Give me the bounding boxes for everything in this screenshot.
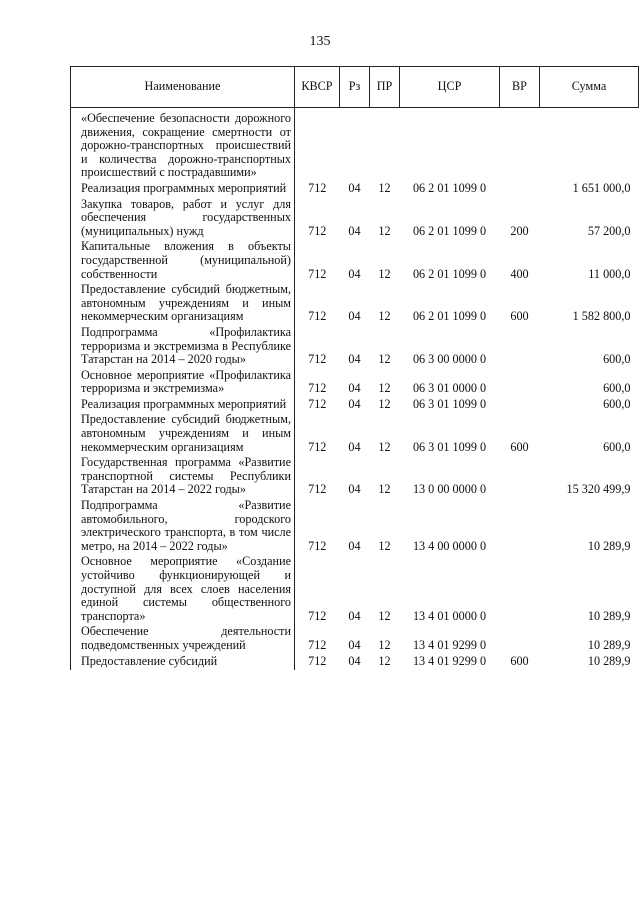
row-pr: 12 [378,352,391,367]
header-rz: Рз [340,67,370,108]
row-kvsr: 712 [308,653,327,668]
table-header [71,67,639,108]
row-name: Предоставление субсидий бюджетным, автономным учреждениям и иным некоммерческим организациям [71,413,295,456]
row-pr: 12 [378,309,391,324]
row-name: Подпрограмма «Профилактика терроризма и экстремизма в Республике Татарстан на 2014 – 2020 годы» [71,326,295,369]
row-sum: 1 651 000,0 [572,180,631,195]
table-row [71,625,639,654]
row-vr [500,108,540,182]
row-pr: 12 [378,223,391,238]
row-kvsr: 712 [308,608,327,623]
header-sum: Сумма [540,67,639,108]
header-vr: ВР [500,67,540,108]
row-csr: 13 4 01 0000 0 [412,608,487,623]
row-sum: 57 200,0 [587,223,631,238]
row-sum: 600,0 [603,439,631,454]
row-csr: 06 3 00 0000 0 [412,352,487,367]
row-vr: 400 [510,266,529,281]
row-csr: 06 3 01 0000 0 [412,381,487,396]
row-kvsr: 712 [308,381,327,396]
row-rz: 04 [348,381,361,396]
table-row [71,283,639,326]
row-name: Реализация программных мероприятий [71,398,295,414]
row-sum: 15 320 499,9 [566,482,631,497]
row-name: Основное мероприятие «Создание устойчиво функционирующей и доступной для всех слоев населения единой системы общественного транспорта» [71,555,295,625]
row-vr: 600 [510,309,529,324]
row-name: Предоставление субсидий [71,655,295,671]
row-vr [500,456,540,499]
row-rz: 04 [348,608,361,623]
table-body [71,108,639,671]
row-csr: 06 2 01 1099 0 [412,309,487,324]
row-csr: 13 4 00 0000 0 [412,538,487,553]
table-row [71,182,639,198]
header-name: Наименование [71,67,295,108]
row-csr: 06 3 01 1099 0 [412,439,487,454]
row-vr [500,398,540,414]
row-vr [500,555,540,625]
row-csr: 13 4 01 9299 0 [412,653,487,668]
row-name: Реализация программных мероприятий [71,182,295,198]
table-row [71,555,639,625]
row-pr: 12 [378,439,391,454]
row-kvsr: 712 [308,180,327,195]
row-pr: 12 [378,653,391,668]
row-kvsr: 712 [308,266,327,281]
row-kvsr: 712 [308,439,327,454]
row-pr: 12 [378,538,391,553]
row-pr: 12 [378,266,391,281]
row-name: Подпрограмма «Развитие автомобильного, городского электрического транспорта, в том числе метро, на 2014 – 2022 годы» [71,499,295,555]
row-csr: 13 4 01 9299 0 [412,637,487,652]
row-rz [340,108,370,182]
row-name: Обеспечение деятельности подведомственных учреждений [71,625,295,654]
table-row [71,499,639,555]
row-name: Государственная программа «Развитие транспортной системы Республики Татарстан на 2014 – 2022 годы» [71,456,295,499]
row-kvsr: 712 [308,538,327,553]
table-row [71,326,639,369]
row-sum: 600,0 [603,381,631,396]
row-pr: 12 [378,381,391,396]
row-rz: 04 [348,396,361,411]
row-sum: 600,0 [603,396,631,411]
row-rz: 04 [348,538,361,553]
table-row [71,240,639,283]
row-rz: 04 [348,637,361,652]
row-pr: 12 [378,608,391,623]
row-vr: 600 [510,439,529,454]
row-pr: 12 [378,180,391,195]
row-pr: 12 [378,396,391,411]
row-kvsr: 712 [308,396,327,411]
row-rz: 04 [348,653,361,668]
row-sum [540,108,639,182]
table-row [71,456,639,499]
budget-table [70,66,639,670]
row-vr [500,499,540,555]
row-pr: 12 [378,482,391,497]
row-csr: 06 2 01 1099 0 [412,223,487,238]
row-name: Предоставление субсидий бюджетным, автономным учреждениям и иным некоммерческим организациям [71,283,295,326]
table-row [71,398,639,414]
header-kvsr: КВСР [295,67,340,108]
header-csr: ЦСР [400,67,500,108]
row-csr: 06 3 01 1099 0 [412,396,487,411]
row-vr [500,182,540,198]
row-rz: 04 [348,309,361,324]
page-number: 135 [309,34,331,49]
table-row [71,108,639,182]
row-pr: 12 [378,637,391,652]
row-name: «Обеспечение безопасности дорожного движения, сокращение смертности от дорожно-транспортных происшествий и количества дорожно-транспортных происшествий с пострадавшими» [71,108,295,182]
row-rz: 04 [348,180,361,195]
row-sum: 10 289,9 [587,653,631,668]
row-vr [500,326,540,369]
row-kvsr: 712 [308,223,327,238]
row-name: Закупка товаров, работ и услуг для обеспечения государственных (муниципальных) нужд [71,198,295,241]
row-sum: 11 000,0 [588,266,631,281]
table-row [71,369,639,398]
row-name: Основное мероприятие «Профилактика терроризма и экстремизма» [71,369,295,398]
row-rz: 04 [348,352,361,367]
header-pr: ПР [370,67,400,108]
row-name: Капитальные вложения в объекты государственной (муниципальной) собственности [71,240,295,283]
row-rz: 04 [348,266,361,281]
row-kvsr: 712 [308,352,327,367]
row-sum: 1 582 800,0 [572,309,631,324]
row-rz: 04 [348,439,361,454]
row-vr: 200 [510,223,529,238]
row-vr [500,625,540,654]
row-csr: 06 2 01 1099 0 [412,180,487,195]
row-csr: 13 0 00 0000 0 [412,482,487,497]
row-rz: 04 [348,482,361,497]
row-sum: 10 289,9 [587,538,631,553]
table-row [71,413,639,456]
row-csr [400,108,500,182]
row-pr [370,108,400,182]
row-kvsr [295,108,340,182]
row-rz: 04 [348,223,361,238]
row-kvsr: 712 [308,309,327,324]
row-sum: 600,0 [603,352,631,367]
row-csr: 06 2 01 1099 0 [412,266,487,281]
row-vr: 600 [510,653,529,668]
row-kvsr: 712 [308,637,327,652]
row-sum: 10 289,9 [587,608,631,623]
table-row [71,198,639,241]
table-row [71,655,639,671]
row-kvsr: 712 [308,482,327,497]
row-sum: 10 289,9 [587,637,631,652]
row-vr [500,369,540,398]
